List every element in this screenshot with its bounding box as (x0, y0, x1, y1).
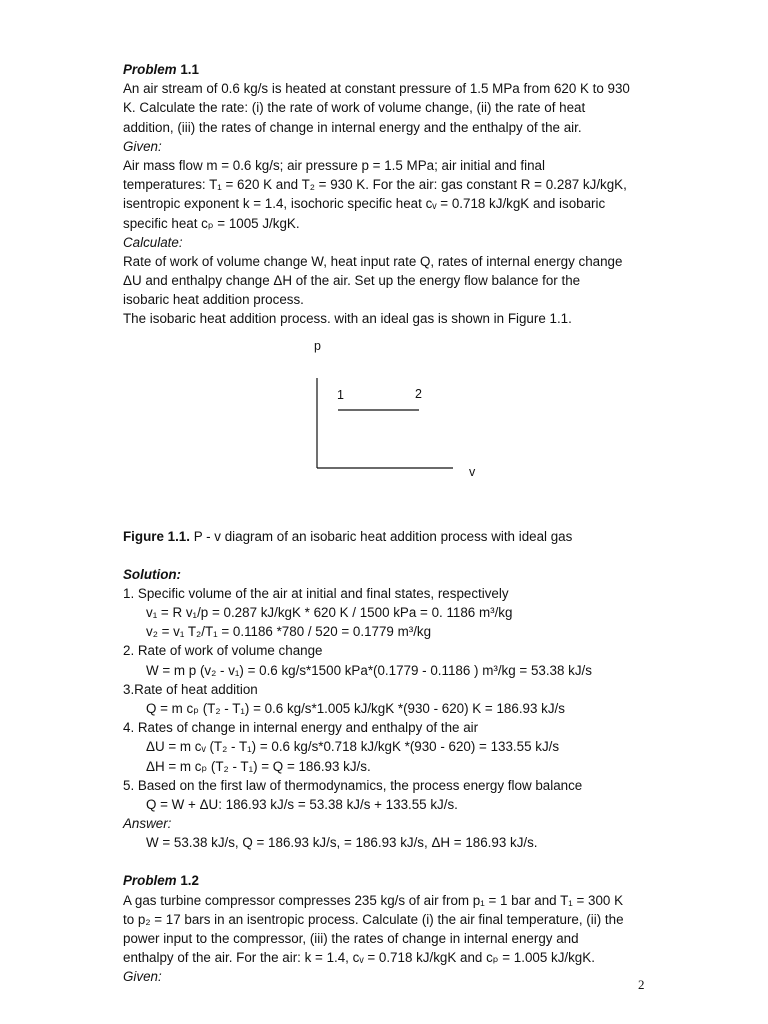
page-number: 2 (638, 977, 645, 992)
problem-2-statement-line: power input to the compressor, (iii) the rates of change in internal energy and (123, 931, 579, 946)
solution-step: 2. Rate of work of volume change (123, 643, 323, 659)
spacer (123, 546, 653, 565)
problem-2-statement-line: enthalpy of the air. For the air: k = 1.4, cᵥ = 0.718 kJ/kgK and cₚ = 1.005 kJ/kgK. (123, 950, 595, 966)
answer-heading: Answer: (123, 816, 172, 832)
given-heading: Given: (123, 138, 162, 154)
document-page (123, 60, 653, 987)
solution-step: 1. Specific volume of the air at initial and final states, respectively (123, 585, 509, 601)
calculate-line: The isobaric heat addition process. with an ideal gas is shown in Figure 1.1. (123, 311, 572, 327)
problem-2-heading: Problem 1.2 (123, 873, 199, 889)
p-axis-label: p (314, 338, 321, 353)
equation: v₂ = v₁ T₂/T₁ = 0.1186 *780 / 520 = 0.1779 m³/kg (146, 624, 432, 640)
equation: ΔU = m cᵥ (T₂ - T₁) = 0.6 kg/s*0.718 kJ/kgK *(930 - 620) = 133.55 kJ/s (146, 739, 560, 755)
problem-1-statement-line: addition, (iii) the rates of change in internal energy and the enthalpy of the air. (123, 119, 582, 135)
equation: Q = W + ΔU: 186.93 kJ/s = 53.38 kJ/s + 133.55 kJ/s. (146, 796, 458, 812)
spacer (123, 852, 653, 871)
answer-line: W = 53.38 kJ/s, Q = 186.93 kJ/s, = 186.93 kJ/s, ΔH = 186.93 kJ/s. (146, 835, 538, 851)
given-line: Air mass flow m = 0.6 kg/s; air pressure p = 1.5 MPa; air initial and final (123, 157, 545, 173)
given-line: specific heat cₚ = 1005 J/kgK. (123, 215, 300, 231)
equation: W = m p (v₂ - v₁) = 0.6 kg/s*1500 kPa*(0.1779 - 0.1186 ) m³/kg = 53.38 kJ/s (146, 662, 592, 678)
problem-1-statement-line: K. Calculate the rate: (i) the rate of work of volume change, (ii) the rate of heat (123, 100, 586, 116)
calculate-line: Rate of work of volume change W, heat input rate Q, rates of internal energy change (123, 253, 623, 269)
problem-1-statement-line: An air stream of 0.6 kg/s is heated at constant pressure of 1.5 MPa from 620 K to 930 (123, 81, 630, 97)
equation: ΔH = m cₚ (T₂ - T₁) = Q = 186.93 kJ/s. (146, 758, 371, 774)
equation: Q = m cₚ (T₂ - T₁) = 0.6 kg/s*1.005 kJ/kgK *(930 - 620) K = 186.93 kJ/s (146, 700, 565, 716)
point-2-label: 2 (415, 386, 422, 401)
calculate-line: isobaric heat addition process. (123, 292, 304, 308)
v-axis-label: v (469, 464, 476, 479)
calculate-heading: Calculate: (123, 234, 183, 250)
solution-heading: Solution: (123, 566, 182, 582)
solution-step: 3.Rate of heat addition (123, 681, 258, 697)
given-line: isentropic exponent k = 1.4, isochoric specific heat cᵥ = 0.718 kJ/kgK and isobaric (123, 196, 606, 212)
solution-step: 5. Based on the first law of thermodynamics, the process energy flow balance (123, 777, 583, 793)
figure-caption: Figure 1.1. P - v diagram of an isobaric heat addition process with ideal gas (123, 528, 573, 544)
pv-diagram-svg (123, 343, 653, 521)
problem-2-given-heading: Given: (123, 969, 162, 985)
equation: v₁ = R v₁/p = 0.287 kJ/kgK * 620 K / 1500 kPa = 0. 1186 m³/kg (146, 605, 513, 620)
solution-step: 4. Rates of change in internal energy and enthalpy of the air (123, 720, 479, 736)
calculate-line: ΔU and enthalpy change ΔH of the air. Set up the energy flow balance for the (123, 273, 581, 289)
problem-2-statement-line: A gas turbine compressor compresses 235 kg/s of air from p₁ = 1 bar and T₁ = 300 K (123, 892, 624, 908)
problem-1-heading: Problem 1.1 (123, 62, 199, 77)
given-line: temperatures: T₁ = 620 K and T₂ = 930 K. For the air: gas constant R = 0.287 kJ/kgK, (123, 177, 627, 193)
pv-diagram (123, 338, 653, 521)
point-1-label: 1 (337, 387, 344, 402)
problem-2-statement-line: to p₂ = 17 bars in an isentropic process. Calculate (i) the air final temperature, (ii) the (123, 911, 624, 927)
